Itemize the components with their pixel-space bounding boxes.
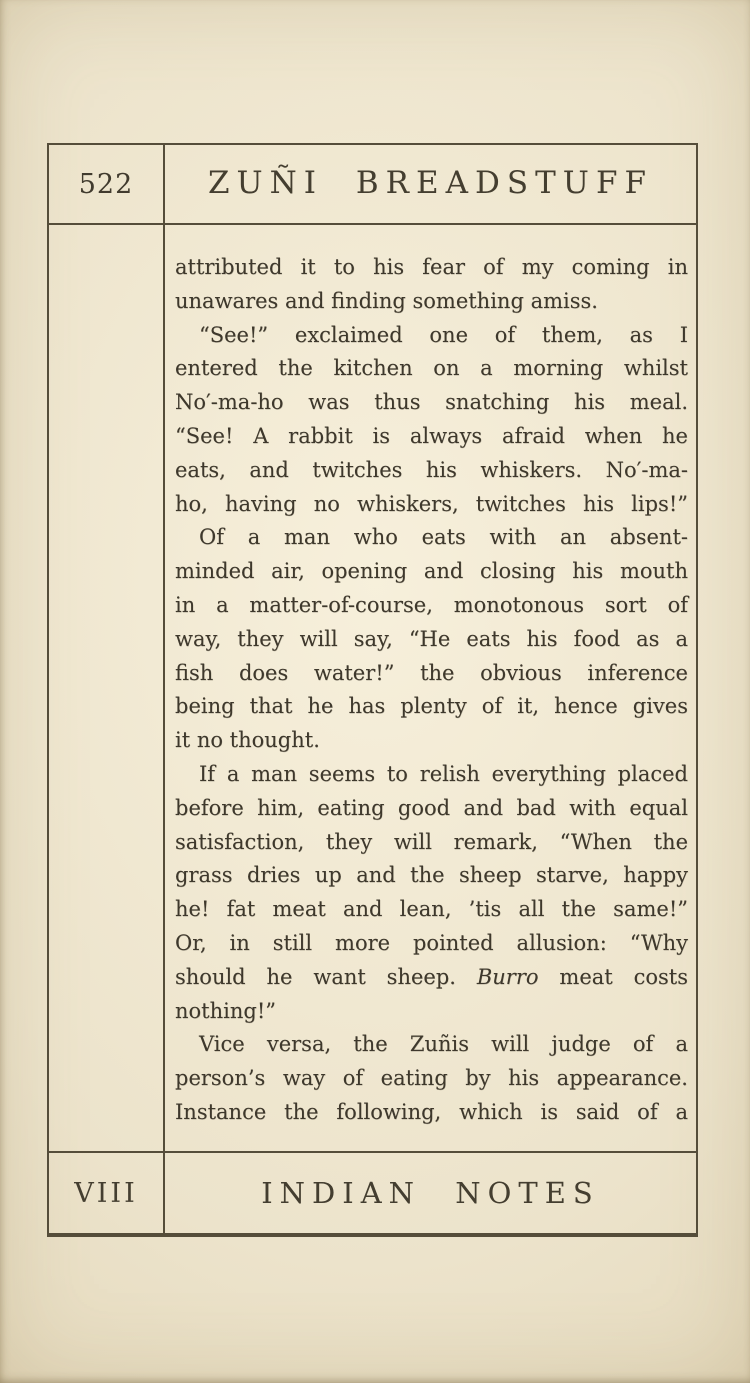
running-title: ZUÑI BREADSTUFF (208, 165, 653, 201)
volume-number: VIII (74, 1177, 138, 1209)
page-frame (47, 143, 698, 1237)
series-title: INDIAN NOTES (261, 1176, 600, 1210)
text-line: “See! A rabbit is always afraid when he (175, 423, 688, 448)
text-line: nothing!” (175, 998, 276, 1023)
text-line: attributed it to his fear of my coming in (175, 255, 688, 279)
page-number: 522 (78, 168, 134, 200)
text-line: person’s way of eating by his appearance. (175, 1066, 688, 1091)
footer-row (49, 1151, 696, 1233)
header-page-number-cell (49, 145, 165, 223)
text-line: eats, and twitches his whiskers. No′-ma- (175, 457, 688, 482)
text-line: Of a man who eats with an absent- (199, 525, 688, 550)
text-line: entered the kitchen on a morning whilst (175, 356, 688, 381)
text-line: way, they will say, “He eats his food as a (175, 626, 688, 651)
text-line: being that he has plenty of it, hence gives (175, 694, 688, 719)
text-line: ho, having no whiskers, twitches his lips!” (175, 491, 688, 516)
text-line: should he want sheep. Burro meat costs (175, 964, 688, 989)
header-title-cell (165, 145, 696, 223)
text-line: satisfaction, they will remark, “When the (175, 829, 688, 854)
text-line: unawares and finding something amiss. (175, 288, 598, 313)
body-text-cell (165, 225, 696, 1151)
text-line: in a matter-of-course, monotonous sort of (175, 592, 688, 617)
body-margin-cell (49, 225, 165, 1151)
text-line: it no thought. (175, 728, 320, 753)
body-row (49, 225, 696, 1151)
header-row (49, 145, 696, 225)
text-line: Or, in still more pointed allusion: “Why (175, 930, 688, 955)
text-line: minded air, opening and closing his mouth (175, 559, 688, 584)
text-line: No′-ma-ho was thus snatching his meal. (175, 390, 688, 415)
text-line: he! fat meat and lean, ’tis all the same!” (175, 897, 688, 922)
footer-volume-cell (49, 1153, 165, 1233)
text-line: Instance the following, which is said of a (175, 1099, 688, 1124)
text-line: If a man seems to relish everything placed (199, 761, 688, 786)
body-text (175, 251, 688, 1130)
text-line: Vice versa, the Zuñis will judge of a (199, 1032, 688, 1057)
text-line: “See!” exclaimed one of them, as I (199, 322, 688, 347)
footer-series-cell (165, 1153, 696, 1233)
text-line: grass dries up and the sheep starve, happy (175, 863, 688, 888)
text-line: before him, eating good and bad with equal (175, 795, 688, 820)
text-line: fish does water!” the obvious inference (175, 660, 688, 685)
